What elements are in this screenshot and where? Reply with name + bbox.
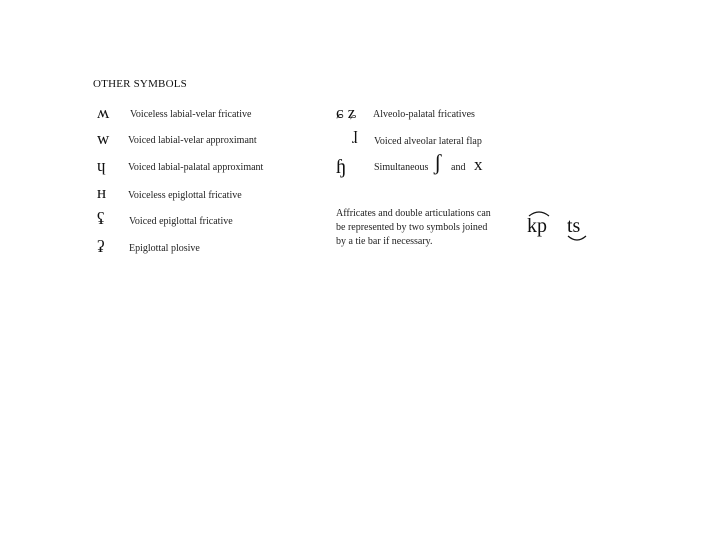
tie-bar-note: Affricates and double articulations can be represented by two symbols joined by a tie bar if necessary. xyxy=(336,208,491,247)
desc-voiced-epiglottal: Voiced epiglottal fricative xyxy=(129,216,233,227)
symbol-epiglottal-plosive: ʡ xyxy=(97,237,105,256)
tie-bar-below-icon xyxy=(566,235,588,243)
desc-voiced-labial-velar: Voiced labial-velar approximant xyxy=(128,135,257,146)
symbol-lateral-flap: ɺ xyxy=(352,128,358,147)
symbol-voiced-labial-velar: w xyxy=(97,129,110,148)
example-ts: ts xyxy=(567,215,581,237)
symbol-voiced-epiglottal: ʢ xyxy=(97,209,105,228)
desc-voiceless-labial-velar: Voiceless labial-velar fricative xyxy=(130,109,252,120)
desc-voiced-labial-palatal: Voiced labial-palatal approximant xyxy=(128,162,264,173)
symbol-x: x xyxy=(474,155,483,174)
desc-lateral-flap: Voiced alveolar lateral flap xyxy=(374,136,482,147)
desc-epiglottal-plosive: Epiglottal plosive xyxy=(129,243,200,254)
symbol-esh: ʃ xyxy=(434,150,442,175)
symbol-alveolo-palatal: ɕ ʑ xyxy=(336,103,357,122)
symbol-simultaneous: ɧ xyxy=(336,156,346,178)
section-heading: OTHER SYMBOLS xyxy=(93,78,187,90)
symbol-voiceless-epiglottal: ʜ xyxy=(97,183,107,202)
symbol-voiceless-labial-velar: ʍ xyxy=(97,103,110,122)
example-kp: kp xyxy=(527,215,547,237)
symbol-voiced-labial-palatal: ɥ xyxy=(97,156,106,175)
desc-alveolo-palatal: Alveolo-palatal fricatives xyxy=(373,109,475,120)
desc-simultaneous: Simultaneous xyxy=(374,162,429,173)
tie-bar-above-icon xyxy=(527,209,551,217)
word-and: and xyxy=(451,162,466,173)
desc-voiceless-epiglottal: Voiceless epiglottal fricative xyxy=(128,190,242,201)
